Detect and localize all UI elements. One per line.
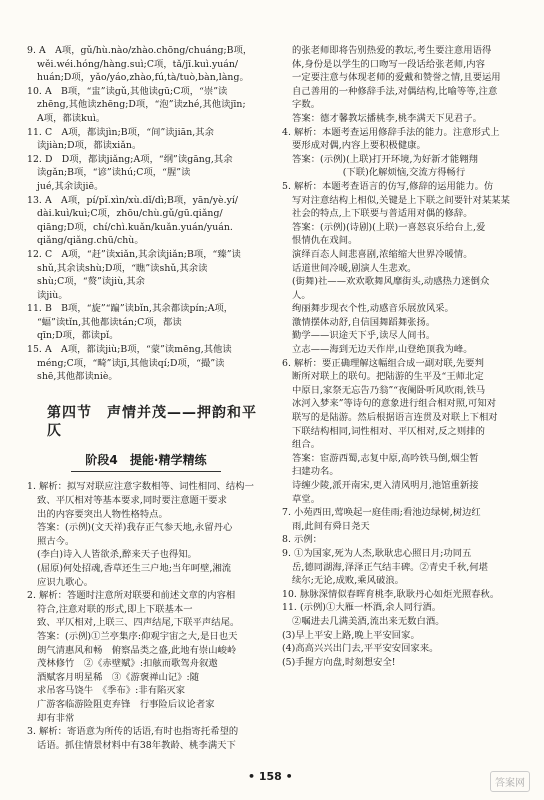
text-line: 11. B B项，“旋”“蹁”读bǐn,其余都读pín;A项， (27, 303, 234, 315)
text-line: 答案：宦游西蜀,志复中原,高吟铁马倒,烟尘暂 (292, 452, 479, 464)
text-line: 4. 解析：本题考查运用修辞手法的能力。注意形式上 (282, 126, 500, 138)
text-line: 雨,此间有舜日尧天 (292, 520, 370, 532)
text-line: qiǎng/qiǎng.chū/chù。 (37, 235, 144, 247)
text-line: 体,身份是以学生的口吻写一段话给张老师,内容 (292, 58, 485, 70)
section-title: 第四节 声情并茂——押韵和平仄 (47, 404, 257, 439)
text-line: 却有非常 (37, 712, 75, 724)
text-line: 断所对联上的联句。把陆游的生平及“王师北定 (292, 371, 484, 383)
left-column (27, 44, 265, 752)
text-line: (5)手握方向盘,时刻想安全! (282, 656, 396, 668)
text-line: (街舞)社——欢欢歌舞风靡街头,动感热力迷倒众 (292, 276, 490, 288)
answer-list-phonetics (27, 44, 265, 384)
text-line: 写对注意结构上相似,关键是上下联之间要针对某某某 (292, 194, 510, 206)
text-line: 勤学——识途天下乎,读尽人间书。 (292, 330, 436, 342)
text-line: ②嘱进去几满美酒,流出来无数白酒。 (292, 615, 445, 627)
text-line: 冰河入梦来”等诗句的意象进行组合相对照,可知对 (292, 398, 497, 410)
text-line: wěi.wéi.hóng/hàng.suì;C项，tǎ/jī.kuì.yuán/ (37, 58, 239, 70)
text-line: 要形成对偶,内容上要积极健康。 (292, 140, 426, 152)
text-line: 话语。抓住情景材料中有38年教龄、桃李满天下 (37, 739, 236, 751)
text-line: shē,其他都读niè。 (37, 371, 118, 383)
text-line: 绚丽舞步现衣个性,动感音乐展放风采。 (292, 303, 454, 315)
text-line: 恨情仇在戏间。 (292, 235, 358, 247)
text-line: 酒赋客月明星稀 ③《游褒禅山记》:随 (37, 671, 200, 683)
text-line: 读jiù。 (37, 289, 68, 301)
text-line: 5. 解析：本题考查语言的仿写,修辞的运用能力。仿 (282, 180, 494, 192)
text-line: 8. 示例： (282, 534, 323, 546)
text-line: 求吊客马饶牛 《季布》:非有陷灭家 (37, 685, 186, 697)
text-line: 12. D D项，都读jiǎng;A项，“纲”读gāng,其余 (27, 153, 233, 165)
text-line: 答案：(示例)①兰亭集序:仰观宇宙之大,是日也天 (37, 630, 238, 642)
right-column (282, 44, 526, 669)
text-line: 朗气清惠风和畅 俯察品类之盛,此地有崇山峻岭 (37, 644, 237, 656)
text-line: 中原日,家祭无忘告乃翁”“夜阑卧听风吹雨,铁马 (292, 384, 486, 396)
page-number: • 158 • (248, 770, 293, 783)
text-line: jué,其余读jiē。 (37, 180, 104, 192)
text-line: 答案：(示例)(诗剧)(上联)一喜怒哀乐给台上,爱 (292, 221, 486, 233)
text-line: “蝠”读tǐn,其他都读tán;C项，都读 (37, 316, 182, 328)
text-line: 的张老师即将告别热爱的教坛,考生要注意用语得 (292, 45, 492, 56)
answer-list-right (282, 44, 526, 669)
text-line: 读jiàn;D项，都读xiǎn。 (37, 140, 142, 152)
text-line: 答案：德才馨教坛播桃李,桃李满天下见君子。 (292, 112, 482, 124)
text-line: 7. 小苑西田,莺唤起一庭佳雨;看池边绿树,树边红 (282, 507, 481, 519)
text-line: 读gǎn;B项，“谚”读hú;C项，“腥”读 (37, 167, 191, 179)
text-line: 演绎百态人间悲喜剧,浓缩缩大世界冷暖情。 (292, 248, 473, 260)
text-line: (3)早上平安上路,晚上平安回家。 (282, 629, 420, 641)
sub-title: 阶段4 提能·精学精练 (85, 452, 207, 467)
text-line: 话道世间冷暖,剧演人生悲欢。 (292, 262, 417, 274)
text-line: 照古今。 (37, 535, 75, 547)
text-line: 立志——海到无边天作岸,山登绝顶我为峰。 (292, 344, 473, 356)
text-line: 字数。 (292, 99, 321, 111)
text-line: 组合。 (292, 439, 321, 451)
text-line: 11. (示例)①大雁一杯酒,余人同行酒。 (282, 602, 442, 614)
text-line: 符合,注意对联的形式,即上下联基本一 (37, 603, 193, 615)
text-line: 下联结构相同,词性相对、平仄相对,反之则排的 (292, 425, 485, 437)
text-line: dài.kuì/kuì;C项，zhōu/chù.gǔ/gū.qiǎng/ (37, 208, 223, 220)
text-line: 应识九歌心。 (37, 576, 94, 588)
text-line: 10. 脉脉深情似春晖育桃李,耿耿丹心如炬光照春秋。 (282, 588, 500, 600)
text-line: 9. ①为国家,死为人杰,耿耿忠心照日月;功同五 (282, 547, 472, 559)
text-line: 3. 解析：寄语意为所传的话语,有时也指寄托希望的 (27, 726, 239, 738)
sub-title-underline (71, 471, 221, 472)
text-line: shǔ,其余读shù;D项，“瞧”读shǔ,其余读 (37, 262, 208, 274)
text-line: 社会的特点,上下联要与普适用对偶的修辞。 (292, 208, 473, 220)
text-line: 草堂。 (292, 493, 321, 505)
text-line: 答案：(示例)(上联)打开环境,为好新才能翱翔 (292, 153, 478, 165)
text-line: 11. C A项，都读jìn;B项，“间”读jiān,其余 (27, 126, 214, 138)
text-line: 致、平仄相对等基本要求,同时要注意题干要求 (37, 495, 227, 507)
text-line: 扫建功名。 (292, 466, 339, 478)
watermark-logo: 答案网 (490, 771, 530, 792)
text-line: 续尔;无论,成败,乘风破浪。 (292, 575, 405, 587)
text-line: A项，都读kuì。 (37, 112, 106, 124)
text-line: 10. A B项，“盅”读gǔ,其他读gū;C项，“崇”读 (27, 85, 228, 97)
text-line: 13. A A项，pí/pǐ.xìn/xù.dǐ/dì;B项，yān/yè.yí/ (27, 194, 239, 206)
text-line: 人。 (292, 289, 311, 301)
text-line: 1. 解析：拟写对联应注意字数相等、词性相同、结构一 (27, 481, 254, 493)
text-line: (下联)化解烦恼,交流方得畅行 (342, 167, 466, 179)
text-line: 一定要注意与体现老师的爱戴和赞誉之情,且要运用 (292, 72, 501, 84)
text-line: (李白)诗入人皆欲杀,醉来天子也得知。 (37, 549, 197, 561)
answer-list-couplets (27, 480, 265, 752)
text-line: huán;D项，yǎo/yáo,zhào,fú,tà/tuò,bàn,làng。 (37, 72, 249, 84)
text-line: 9. A A项，gǔ/hù.nào/zhào.chōng/chuáng;B项， (27, 45, 253, 56)
text-line: 诗缠少陵,派开南宋,更入清风明月,池馆重新接 (292, 480, 479, 491)
text-line: 6. 解析：要正确理解这幅组合成一副对联,先要判 (282, 357, 484, 369)
text-line: 激情摆体动舒,自信国舞蹈舞张扬。 (292, 316, 436, 328)
text-line: méng;C项，“畸”读jī,其他读qí;D项，“撮”读 (37, 357, 225, 369)
text-line: 答案：(示例)(文天祥)我存正气参天地,永留丹心 (37, 522, 233, 534)
text-line: 出的内容要突出人物性格特点。 (37, 508, 168, 520)
text-line: 2. 解析：答题时注意所对联要和前述文章的内容相 (27, 590, 236, 602)
text-line: zhēng,其他读zhēng;D项，“泡”读zhé,其他读jīn; (37, 99, 246, 111)
text-line: 自己善用的一种修辞手法,对偶结构,比喻等等,注意 (292, 85, 498, 97)
text-line: 茂林修竹 ②《赤壁赋》:扣舷而歌驾舟叙遨 (37, 658, 218, 670)
text-line: qīn;D项，都读pǐ。 (37, 330, 119, 342)
text-line: 12. C A项，“赶”读xiǎn,其余读jiǎn;B项，“臻”读 (27, 248, 241, 260)
text-line: 致、平仄相对,上联三、四声结尾,下联平声结尾。 (37, 617, 240, 629)
text-line: 广游客临游险阻吏弃锋 行事险后议论者家 (37, 698, 215, 710)
text-line: (屈原)何处招魂,香草还生三户地;当年呵壁,湘流 (37, 563, 232, 574)
text-line: (4)高高兴兴出门去,平平安安回家来。 (282, 643, 439, 655)
text-line: 15. A A项，都读jiù;B项，“蒙”读mēng,其他读 (27, 344, 232, 356)
text-line: 联写的是陆游。然后根据语言连贯及对联上下相对 (292, 412, 498, 424)
text-line: shù;C项，“赘”读jiù,其余 (37, 276, 145, 288)
text-line: qiāng;D项，chí/chì.kuǎn/kuǎn.yuán/yuán. (37, 221, 233, 233)
text-line: 岳,德同湖海,泽泽正气结丰碑。②青史千秋,何堪 (292, 561, 488, 573)
